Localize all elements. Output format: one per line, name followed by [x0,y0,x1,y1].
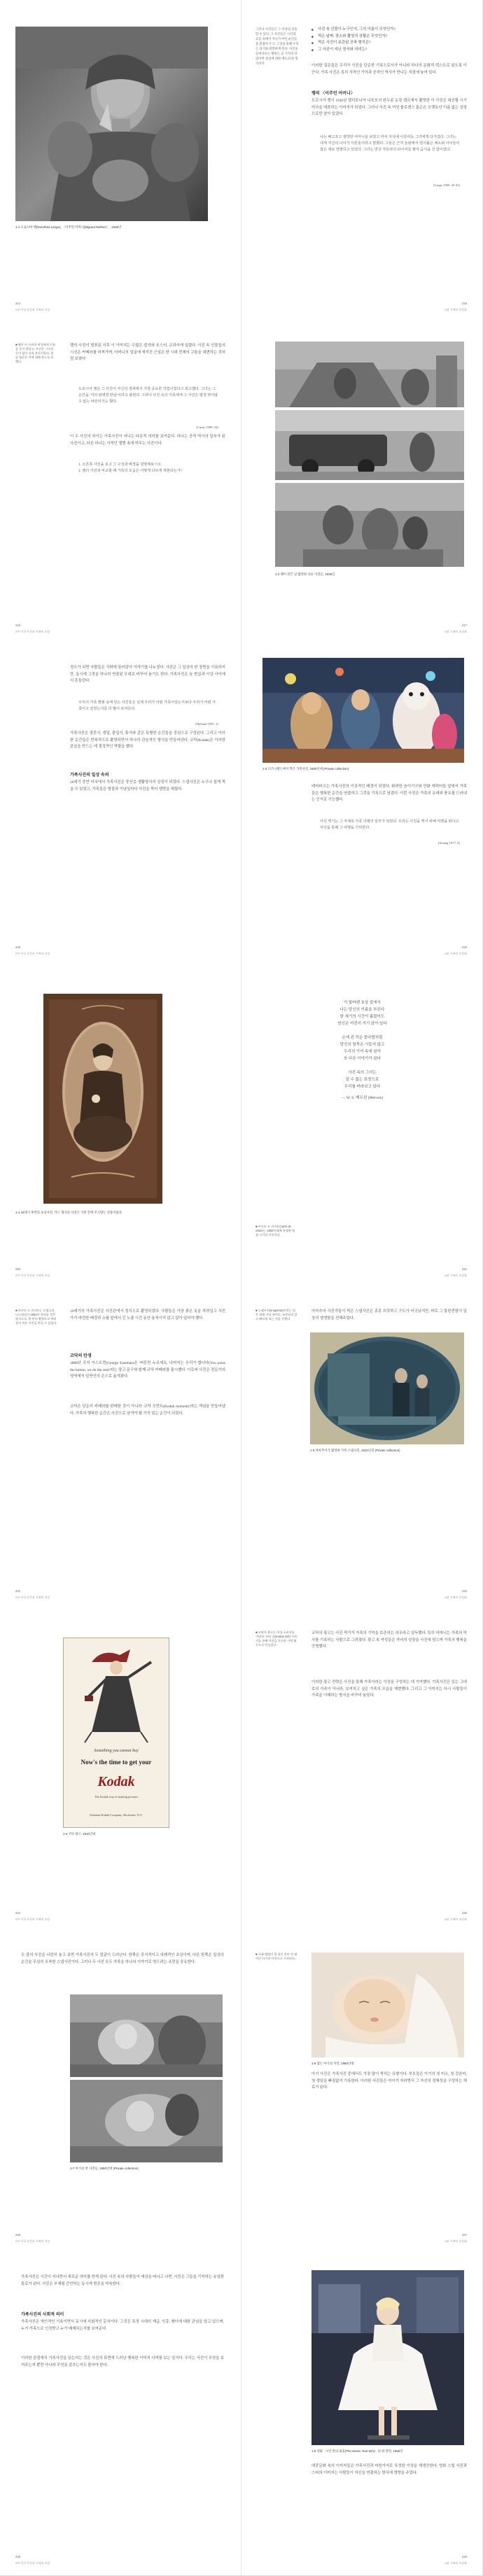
side-note: ■ 카르트 드 비지트(carte de visite)는 1850년대에 유행한 명함 크기의 사진이다. [255,1225,295,1237]
side-note: ■ 스냅사진(snapshot)이라는 말은 원래 사냥 용어로, 조준하지 않고 빠르게 쏘는 것을 뜻했다. [255,1309,298,1321]
spread-2 [0,322,483,644]
running-footer: 6장 가족의 초상화 [444,1917,467,1921]
section-heading: 랭의 〈이주민 어머니〉 [312,92,355,96]
question-item: ■ 찍은 사진이 보관된 곳과 형식은? [312,40,465,47]
tent-family-photo [275,342,464,407]
photo-caption: 1-9 영화 〈7년 만의 외출(The Seven Year Itch)〉의 한 장면, 1955년 [312,2449,403,2453]
question-item: ■ 그 사진이 지닌 정서와 의미는? [312,47,465,54]
page-220 [0,966,241,1288]
poem-line: 한 세기의 시간이 흘렀어도 [340,1015,385,1019]
theme-park-family-photo [262,658,464,763]
running-footer: 2부 미국 사진과 가족의 초상 [15,2239,50,2243]
baby-photo-bottom [70,2080,223,2162]
page-221 [241,966,483,1288]
page-216 [0,322,241,644]
body-paragraph: 가족사진은 시간이 지나면서 새로운 의미를 얻게 된다. 사진 속의 사람들이 세상을 떠나고 나면, 사진은 그들을 기억하는 유일한 통로가 된다. 사진은 부재를 증언하는 동시에 현존을 약속한다. [21,2275,224,2286]
block-quote: 그러나 사진들은 그 이상의 것을 할 수 있다. 그 사진들은 시간의 흐름 속에서 지나가 버린 순간들을 붙잡아 두고, 그것을 통해 우리는 과거와 대면하게 된다. 사진을 들여다보는 행위는 곧 기억의 작업이며 상실에 대한 애도의 한 형식이다. [255,27,299,65]
page-228 [0,2253,241,2575]
poem-line: 손에 쥔 작은 꽃다발처럼 [342,1036,383,1040]
body-paragraph: 20세기 중반 미국에서 가족사진은 중산층 생활양식의 상징이 되었다. 스냅사진은 누구나 쉽게 찍을 수 있었고, 가족들은 명절과 기념일마다 사진을 찍어 앨범을 채웠다. [70,780,225,791]
page-215 [241,0,483,322]
quote-attribution: (Holland 1991: 1) [195,722,218,726]
page-number: 226 [15,2233,20,2237]
photo-caption: 1-6 코닥 광고, 1910년대 [63,1832,96,1836]
running-footer: 6장 가족의 초상화 [444,630,467,633]
page-227 [241,1931,483,2253]
running-footer: 6장 가족의 초상화 [444,1596,467,1599]
page-number: 227 [462,2233,467,2237]
side-note: ■ 카르트 드 비지트는 프랑스의 디스데리가 1854년 특허를 얻은 방식으로, 한 번의 촬영으로 여러 장의 작은 사진을 만들 수 있었다. [15,1309,57,1325]
section-heading: 가족사진의 사회적 의미 [21,2313,64,2317]
body-paragraph: 이러한 광고 전략은 사진을 통해 가족이라는 이상을 구성하는 데 기여했다. 가족사진은 있는 그대로의 가족이 아니라, 보여지고 싶은 가족의 모습을 재현했다. 그리고 그 이미지는 다시 사람들이 가족을 이해하는 방식을 바꾸어 놓았다. [312,1680,467,1698]
car-camp-photo [275,410,464,480]
page-229 [241,2253,483,2575]
film-still-photo [312,2270,464,2445]
page-number: 216 [15,624,20,627]
poem-line: 사진 속의 그녀는 [348,1071,377,1075]
photo-caption: 1-5 아마추어가 촬영한 가족 스냅사진, 1910년경 (Private collection) [310,1449,400,1452]
page-226 [0,1931,241,2253]
poem-line: 이 빛바랜 초상 앞에서 [344,1001,381,1005]
question-item: ■ 사진 속 인물이 누구인지, 그의 이름이 무엇인가? [312,27,465,34]
page-214 [0,0,241,322]
page-number: 228 [15,2555,20,2559]
migrant-mother-photo [15,27,208,221]
ad-main-text: Now's the time to get your [80,1759,152,1766]
page-number: 224 [15,1911,20,1915]
photo-caption: 1-7 아기의 첫 사진들, 1950년대 (Private collection) [70,2167,139,2170]
body-paragraph: 테마파크는 가족사진의 이상적인 배경이 되었다. 화려한 놀이기구와 만화 캐릭터들 앞에서 가족들은 행복한 순간을 연출하고 그것을 기록으로 남겼다. 이런 사진은 가족의 유대와 풍요를 드러내는 증거로 기능했다. [312,784,467,802]
body-paragraph: 도로시아 랭이 1936년 캘리포니아 니포모의 완두콩 농장 캠프에서 촬영한 이 사진은 대공황 시기 미국을 대표하는 이미지가 되었다. 그러나 사진 속 여성 플로렌스 톰슨은 오랫동안 이름 없는 상징으로만 남아 있었다. [312,99,467,116]
poem-line: 우리의 기억 속에 남아 [344,1050,381,1054]
page-225 [241,1610,483,1931]
body-paragraph: 랭의 사진이 발표된 이후 이 이미지는 수많은 잡지와 포스터, 교과서에 실렸다. 사진 속 인물들의 시선은 카메라를 비껴가며, 어머니의 얼굴에 새겨진 근심은 한 시대 전체의 고통을 대변하는 것처럼 보였다. [70,344,225,361]
page-218 [0,644,241,966]
body-paragraph: 1888년 조지 이스트먼(George Eastman)은 '버튼만 누르세요, 나머지는 우리가 합니다(You press the button, we do the rest)'라는 광고 문구와 함께 코닥 카메라를 출시했다. 이로써 사진은 전문가의 영역에서 일반인의 손으로 옮겨왔다. [70,1361,225,1379]
body-paragraph: 아기 사진은 가족사진 중에서도 가장 많이 찍히는 유형이다. 부모들은 아기의 첫 미소, 첫 걸음마, 첫 생일을 빠짐없이 기록한다. 이러한 사진들은 아이가 자라면서 그 자신의 정체성을 구성하는 재료가 된다. [312,2072,467,2090]
snapshot-photo [310,1332,464,1444]
block-quote: 사진 찍기는 그 자체로 가족 의례의 일부가 되었다. 우리는 사진을 찍기 위해 여행을 떠나고 사진을 통해 그 여행을 기억한다. [320,819,459,830]
running-footer: 6장 가족의 초상화 [444,308,467,311]
block-quote: 우리의 가족 앨범 속에 있는 사진들은 실제 우리가 어떤 가족이었는지보다 우리가 어떤 가족이고 싶었는지를 더 많이 보여준다. [78,701,216,711]
page-number: 218 [15,945,20,949]
running-footer: 6장 가족의 초상화 [444,2561,467,2565]
spread-6 [0,1610,483,1931]
body-paragraph: 아마추어 사진가들이 찍은 스냅사진은 종종 흐릿하고 구도가 어긋났지만, 바로 그 불완전함이 일상의 생생함을 전해주었다. [312,1309,467,1321]
mother-children-photo [275,483,464,567]
side-note: ■ 코닥의 광고는 여성 소비자를 겨냥한 '코닥 걸(Kodak Girl)' 이미지를 통해 사진을 친숙한 가정 활동으로 만들었다. [255,1631,298,1647]
poem-line: 당신의 침묵은 시들지 않고 [340,1043,385,1047]
ad-heading: Something you cannot buy [94,1749,139,1753]
ad-company: Eastman Kodak Company, Rochester, N.Y. [90,1813,143,1817]
body-paragraph: 가족사진은 결혼식, 생일, 졸업식, 휴가와 같은 특별한 순간들을 중심으로 구성된다. 그리고 이러한 순간들은 반복적으로 촬영되면서 하나의 관습적인 형식을 만들어낸다. 코닥(Kodak)은 이러한 관습을 만드는 데 결정적인 역할을 했다. [70,731,225,749]
poem-line: 당신은 여전히 거기 앉아 있다 [337,1022,387,1026]
running-footer: 6장 가족의 초상화 [444,2239,467,2243]
poem-attribution: — W. S. 메르윈 (Merwin) [341,1096,384,1100]
page-223 [241,1288,483,1610]
body-paragraph: 정오가 되면 사람들은 식탁에 둘러앉아 이야기를 나누었다. 사진은 그 일상의 한 장면을 기록하지만, 동시에 그것을 하나의 연출된 무대로 바꾸어 놓기도 한다. 가족사진은 늘 현실과 이상 사이에서 흔들린다. [70,666,225,683]
page-222 [0,1288,241,1610]
photo-caption: 1-3 디즈니랜드에서 찍은 가족사진, 1960년대 (Private collection) [262,767,349,770]
poem-line [241,1062,483,1069]
running-footer: 2부 미국 사진과 가족의 초상 [15,630,50,633]
sleeping-baby-photo [312,1952,464,2057]
spread-7 [0,1931,483,2253]
ad-brand: Kodak [97,1774,135,1789]
spread-4 [0,966,483,1288]
body-paragraph: 코닥의 광고는 사진 찍기가 가족의 기억을 보존하는 의무라고 설득했다. 특히 어머니는 가족의 역사를 기록하는 사람으로 그려졌다. 광고 속 여성들은 자녀의 성장을 사진에 담으며 가족의 행복을 증명했다. [312,1631,467,1649]
running-footer: 6장 가족의 초상화 [444,952,467,955]
cabinet-card-portrait [43,994,162,1204]
quote-attribution: (Curtis 1989: 54) [196,425,218,429]
block-quote: 도로시아 랭은 그 사진이 자신의 생애에서 가장 중요한 작업이었다고 회고했다. 그녀는 그 순간을 '거의 완벽한 만남'이라고 불렀다. 그러나 사진 속의 가족에게 그 사진은 평생 벗어날 수 없는 낙인이기도 했다. [78,387,218,404]
page-number: 229 [462,2555,467,2559]
body-paragraph: 이러한 질문들은 우리가 사진을 단순한 기록으로서가 아니라 하나의 문화적 텍스트로 읽도록 이끈다. 가족 사진은 특히 사적인 기억과 공적인 역사가 만나는 지점에 놓여 있다. [312,64,467,75]
photo-caption: 1-8 잠든 아기의 사진, 1980년대 [312,2062,354,2065]
poem-line: 알 수 없는 표정으로 [345,1078,379,1082]
page-219 [241,644,483,966]
photo-caption: 1-4 19세기 후반의 초상사진. 카드 형식의 사진은 가족 간에 주고받는 선물이었다. [15,1211,123,1214]
ad-illustration [64,1641,169,1746]
page-number: 223 [462,1589,467,1593]
question-item: ■ 찍은 날짜, 장소와 촬영의 상황은 무엇인가? [312,34,465,41]
page-number: 225 [462,1911,467,1915]
photo-caption: 1-1 도로시아 랭(Dorothea Lange), 〈이주민 어머니(Migrant Mother)〉, 1936년 [15,225,122,229]
exercise-questions: 1. 오른쪽 사진을 보고 그 구성과 배경을 설명해보시오. 2. 랭의 사진과 비교할 때 가족의 모습은 어떻게 다르게 재현되는가? [78,463,183,473]
running-footer: 2부 미국 사진과 가족의 초상 [15,1917,50,1921]
running-footer: 2부 미국 사진과 가족의 초상 [15,2561,50,2565]
page-number: 221 [462,1267,467,1271]
poem-line [241,1027,483,1034]
spread-5 [0,1288,483,1610]
page-217 [241,322,483,644]
side-note: ■ 가족 앨범의 첫 장은 흔히 갓 태어난 아기의 사진으로 시작된다. [255,1952,298,1960]
side-note: ■ 랭은 이 사진의 여성에게 이름을 묻지 않았고, 사진은 그녀의 동의 없이 널리 유포되었다. 훗날 톰슨은 이에 대해 분노를 표했다. [15,343,55,363]
body-paragraph: 대중문화 속의 이미지들은 가족사진과 마찬가지로 특정한 이상을 재생산한다. 영화 스틸 사진과 스타의 이미지는 사람들이 자신을 연출하는 방식에 영향을 주었다. [312,2464,467,2475]
running-footer: 2부 미국 사진과 가족의 초상 [15,308,50,311]
spread-8 [0,2253,483,2575]
running-footer: 6장 가족의 초상화 [444,1274,467,1277]
poem [241,999,483,1102]
page-number: 222 [15,1589,20,1593]
body-paragraph: 가족사진은 개인적인 기록이면서 동시에 사회적인 문서이다. 그것은 특정 시대의 계급, 인종, 젠더에 대한 관념을 담고 있으며, 누가 가족으로 인정받고 누가 배제되는지를 보여준다. [21,2320,224,2331]
quote-attribution: (Lange 1960: 42-43) [433,183,460,187]
page-number: 214 [15,302,20,305]
section-heading: 가족사진의 일상 속의 [70,773,109,777]
kodak-advertisement [63,1638,169,1828]
question-list [312,27,465,53]
running-footer: 2부 미국 사진과 가족의 초상 [15,1274,50,1277]
poem-line: 나는 당신의 이름을 부른다 [340,1008,385,1012]
body-paragraph: 이러한 관점에서 가족사진을 읽는다는 것은 사진의 표면에 드러난 행복한 이미지 너머를 보는 일이다. 우리는 사진이 무엇을 보여주는지 뿐만 아니라 무엇을 감추는지도 물어야 한다. [21,2356,224,2367]
page-number: 215 [462,302,467,305]
baby-photo-top [70,1994,223,2077]
body-paragraph: 코닥은 단순히 카메라를 판매한 것이 아니라 '코닥 모먼트(Kodak moment)'라는 개념을 만들어냈다. 가족의 행복한 순간은 사진으로 남겨야 할 가치 있는 순간이 되었다. [70,1405,225,1416]
body-paragraph: 19세기의 가족사진은 사진관에서 정식으로 촬영되었다. 사람들은 가장 좋은 옷을 차려입고 사진가가 마련한 배경과 소품 앞에서 긴 노출 시간 동안 움직이지 않고 앉아 있어야 했다. [70,1309,225,1321]
body-paragraph: 두 장의 사진을 나란히 놓고 보면 가족사진의 두 얼굴이 드러난다. 한쪽은 공식적이고 의례적인 초상이며, 다른 한쪽은 일상의 순간을 무심히 포착한 스냅사진이다. 그러나 두 사진 모두 가족을 하나의 이야기로 엮으려는 욕망을 공유한다. [21,1953,224,1964]
block-quote: 나는 배고프고 절박한 어머니를 보았고 마치 자석에 이끌리듯 그녀에게 다가갔다. 그녀는 내게 자신의 나이가 서른둘이라고 말했다. 그들은 근처 들판에서 얼어붙은 채소와 아이들이 잡은 새로 연명하고 있었다. 그녀는 방금 자동차의 타이어를 팔아 음식을 산 참이었다. [320,135,460,152]
photo-caption: 1-2 랭이 같은 날 촬영한 다른 사진들, 1936년 [275,572,335,576]
spread-3 [0,644,483,966]
body-paragraph: 이 두 사진의 차이는 가족사진이 지니는 다층적 의미를 보여준다. 하나는 공적 역사의 일부가 된 사진이고, 다른 하나는 사적인 앨범 속에 머무는 사진이다. [70,435,225,446]
page-224 [0,1610,241,1931]
ad-tagline: The Kodak way of making pictures [94,1795,139,1799]
section-heading: 코닥의 탄생 [70,1354,92,1358]
running-footer: 2부 미국 사진과 가족의 초상 [15,952,50,955]
poem-line: 또 다른 이야기가 된다 [344,1057,381,1061]
quote-attribution: (Sontag 1977: 9) [438,841,460,845]
running-footer: 2부 미국 사진과 가족의 초상 [15,1596,50,1599]
page-number: 219 [462,945,467,949]
poem-line: 우리를 바라보고 있다 [344,1085,381,1089]
spread-1 [0,0,483,322]
page-number: 217 [462,624,467,627]
page-number: 220 [15,1267,20,1271]
